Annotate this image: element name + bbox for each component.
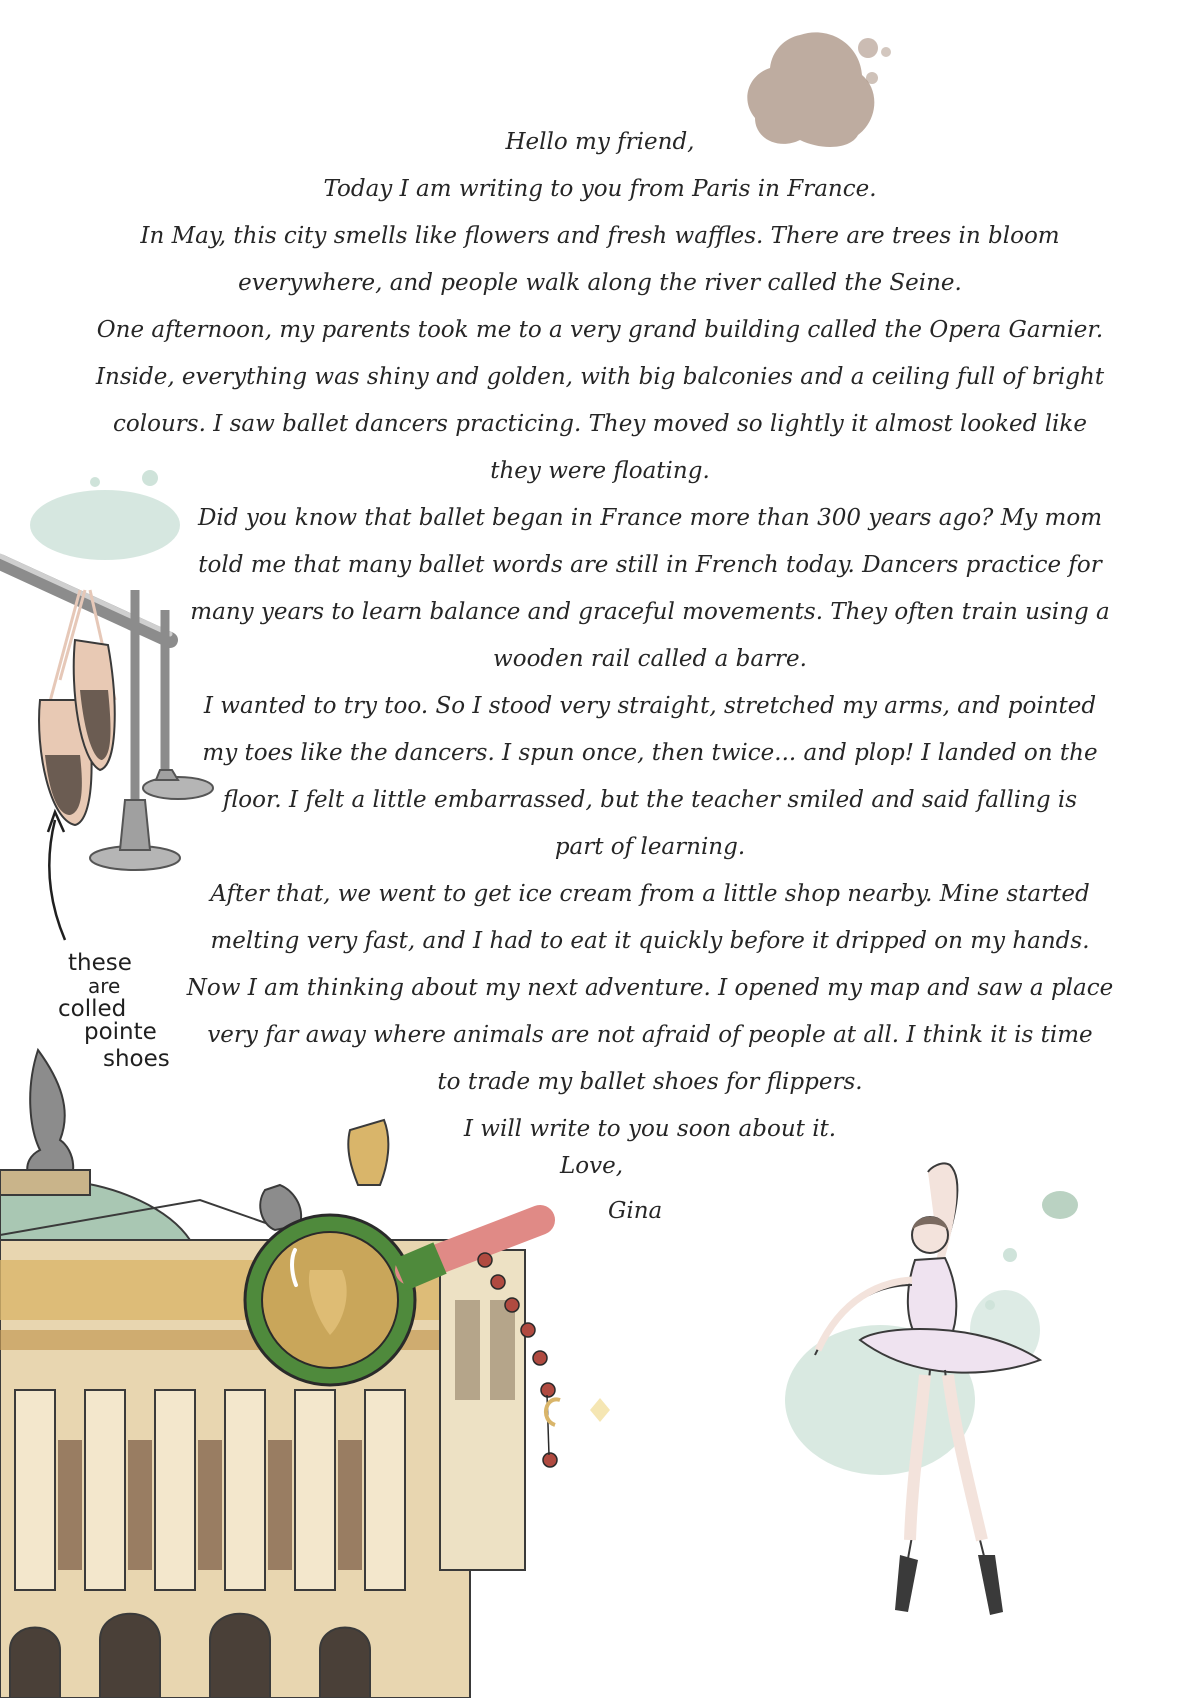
letter-line: One afternoon, my parents took me to a very grand building called the Opera Garnier. <box>96 317 1104 343</box>
letter-line: I wanted to try too. So I stood very straight, stretched my arms, and pointed <box>203 693 1097 719</box>
letter-line: to trade my ballet shoes for flippers. <box>437 1069 863 1095</box>
letter-closing: Love, <box>560 1153 624 1179</box>
letter-line: part of learning. <box>554 834 746 860</box>
letter-greeting: Hello my friend, <box>505 129 695 155</box>
letter-line: floor. I felt a little embarrassed, but the teacher smiled and said falling is <box>222 787 1078 813</box>
letter-line: my toes like the dancers. I spun once, then twice... and plop! I landed on the <box>202 740 1098 766</box>
letter-line: very far away where animals are not afraid of people at all. I think it is time <box>207 1022 1093 1048</box>
annotation-line: shoes <box>103 1046 170 1072</box>
letter-line: Inside, everything was shiny and golden, with big balconies and a ceiling full of bright <box>95 364 1105 390</box>
annotation-line: colled <box>58 996 127 1022</box>
letter-line: many years to learn balance and graceful movements. They often train using a <box>190 599 1110 625</box>
letter-line: Today I am writing to you from Paris in France. <box>323 176 877 202</box>
letter-line: everywhere, and people walk along the river called the Seine. <box>238 270 962 296</box>
letter-line: Did you know that ballet began in France more than 300 years ago? My mom <box>197 505 1103 531</box>
letter-line: I will write to you soon about it. <box>463 1116 837 1142</box>
letter-line: Now I am thinking about my next adventure. I opened my map and saw a place <box>186 975 1114 1001</box>
letter-line: they were floating. <box>490 458 710 484</box>
letter-line: told me that many ballet words are still in French today. Dancers practice for <box>198 552 1102 578</box>
annotation-line: these <box>68 950 132 976</box>
letter-line: melting very fast, and I had to eat it quickly before it dripped on my hands. <box>210 928 1090 954</box>
annotation-line: are <box>88 974 121 998</box>
letter-line: After that, we went to get ice cream from a little shop nearby. Mine started <box>210 881 1090 907</box>
letter-line: colours. I saw ballet dancers practicing. They moved so lightly it almost looked like <box>113 411 1087 437</box>
annotation-line: pointe <box>84 1019 157 1045</box>
letter-signature: Gina <box>608 1198 663 1224</box>
letter-line: wooden rail called a barre. <box>493 646 807 672</box>
letter-line: In May, this city smells like flowers and fresh waffles. There are trees in bloom <box>140 223 1060 249</box>
